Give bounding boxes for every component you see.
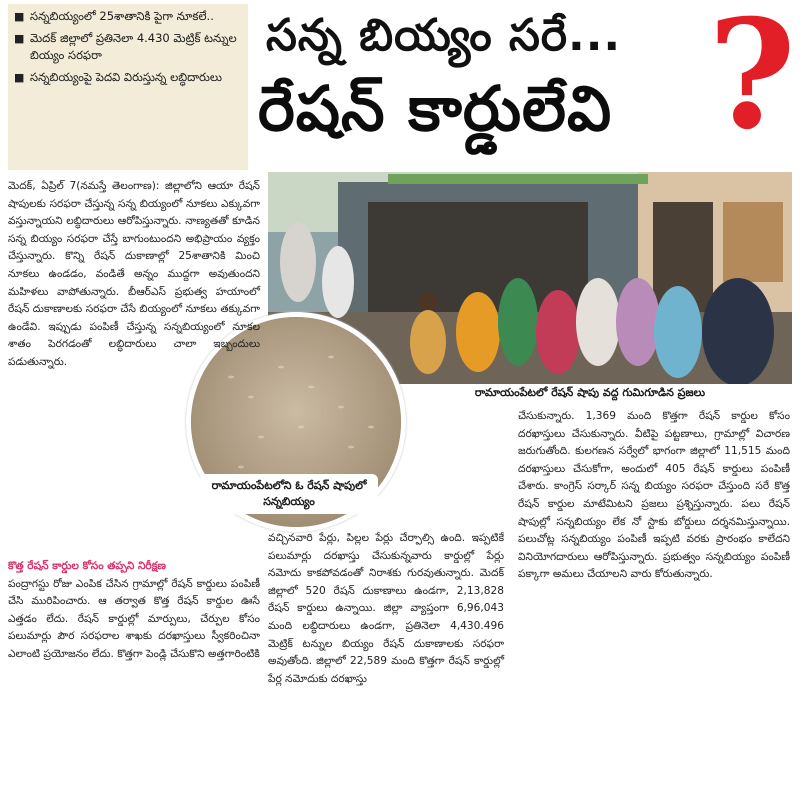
column-2-text: వచ్చినవారి పేర్లు, పిల్లల పేర్లు చేర్పాల్సి ఉంది. ఇప్పటికే పలుమార్లు దరఖాస్తు చేసుకున్నవారు కార్డుల్లో పేర్లు నమోదు కాకపోవడంతో నిరాశకు గురవుతున్నారు. మెదక్ జిల్లాలో 520 రేషన్ దుకాణాలు ఉండగా, 2,13,828 రేషన్ కార్డులు ఉన్నాయి. జిల్లా వ్యాప్తంగా 6,96,043 మంది లబ్ధిదారులు ఉండగా, ప్రతినెలా 4,430.496 మెట్రిక్ టన్నుల బియ్యం రేషన్ దుకాణాలకు సరఫరా అవుతోంది. జిల్లాలో 22,589 మంది కొత్తగా రేషన్ కార్డుల్లో పేర్ల నమోదుకు దరఖాస్తు: [268, 532, 504, 685]
headline-line-2: రేషన్ కార్డులేవి: [258, 72, 613, 145]
highlights-box: [8, 4, 248, 170]
subheading: కొత్త రేషన్ కార్డుల కోసం తప్పని నిరీక్షణ: [8, 560, 166, 572]
highlight-item: ■ మెదక్ జిల్లాలో ప్రతినెలా 4.430 మెట్రిక్ టన్నుల బియ్యం సరఫరా: [14, 30, 242, 64]
photo-caption: రామాయంపేటలో రేషన్ షాపు వద్ద గుమిగూడిన ప్రజలు: [474, 386, 706, 399]
article-column-3: [518, 408, 790, 584]
column-3-text: చేసుకున్నారు. 1,369 మంది కొత్తగా రేషన్ కార్డుల కోసం దరఖాస్తులు చేసుకున్నారు. వీటిపై పట్టణాలు, గ్రామాల్లో విచారణ జరుగుతోంది. కులగణన సర్వేలో భాగంగా జిల్లాలో 11,515 మంది దరఖాస్తులు చేసుకోగా, అందులో 405 రేషన్ కార్డులు పంపిణీ చేశారు. కాంగ్రెస్ సర్కార్ సన్న బియ్యం సరఫరా చేస్తుంది సరే కొత్త రేషన్ కార్డుల మాటేమిటని ప్రజలు ప్రశ్నిస్తున్నారు. పలు రేషన్ షాపుల్లో సన్నబియ్యం లేక నో స్టాకు బోర్డులు దర్శనమిస్తున్నాయి. పలుచోట్ల సన్నబియ్యం పంపిణీ ఇప్పటి వరకు ప్రారంభం కాలేదని వినియోగదారులు ఆరోపిస్తున్నారు. ప్రభుత్వం సన్నబియ్యం పంపిణీ పక్కాగా అమలు చేయాలని వారు కోరుతున్నారు.: [518, 410, 790, 581]
headline-line-1: సన్న బియ్యం సరే...: [266, 10, 622, 61]
question-mark: ?: [708, 0, 796, 163]
article-column-1: [8, 178, 260, 372]
highlight-item: ■ సన్నబియ్యంపై పెదవి విరుస్తున్న లబ్ధిదారులు: [14, 69, 242, 86]
article-column-2: [268, 530, 504, 688]
headline: [254, 0, 796, 166]
column-1-text-bottom: పంద్రాగస్టు రోజు ఎంపిక చేసిన గ్రామాల్లో రేషన్ కార్డులు పంపిణీ చేసి మురిపించారు. ఆ తర్వాత కొత్త రేషన్ కార్డుల ఊసే ఎత్తడం లేదు. రేషన్ కార్డుల్లో మార్పులు, చేర్పుల కోసం పలుమార్లు పౌర సరఫరాల శాఖకు దరఖాస్తులు స్వీకరించినా ఎలాంటి ప్రయోజనం లేదు. కొత్తగా పెండ్లి చేసుకొని అత్తగారింటికి: [8, 577, 260, 660]
column-1-text-top: మెదక్, ఏప్రిల్ 7(నమస్తే తెలంగాణ): జిల్లాలోని ఆయా రేషన్ షాపులకు సరఫరా చేస్తున్న సన్న బియ్యంలో నూకలు ఎక్కువగా వస్తున్నాయని లబ్ధిదారులు ఆరోపిస్తున్నారు. నాణ్యతతో కూడిన సన్న బియ్యం సరఫరా చేస్తే బాగుంటుందని అభిప్రాయం వ్యక్తం చేస్తున్నారు. కొన్ని రేషన్ దుకాణాల్లో 25శాతానికి మించి నూకలు ఉండడం, వండితే అన్నం ముద్దగా అవుతుందని మహిళలు వాపోతున్నారు. బీఆర్ఎస్ ప్రభుత్వ హయాంలో రేషన్ దుకాణాలకు సరఫరా చేసే బియ్యంలో నూకలు తక్కువగా ఉండేవి. ఇప్పుడు పంపిణీ చేస్తున్న సన్నబియ్యంలో నూకల శాతం పెరగడంతో లబ్ధిదారులు చాలా ఇబ్బందులు పడుతున్నారు.: [8, 180, 260, 368]
highlight-item: ■ సన్నబియ్యంలో 25శాతానికి పైగా నూకలే..: [14, 8, 242, 25]
article-column-1-lower: [8, 558, 260, 664]
rice-photo-caption: రామాయంపేటలోని ఓ రేషన్ షాపులో సన్నబియ్యం: [200, 474, 378, 514]
